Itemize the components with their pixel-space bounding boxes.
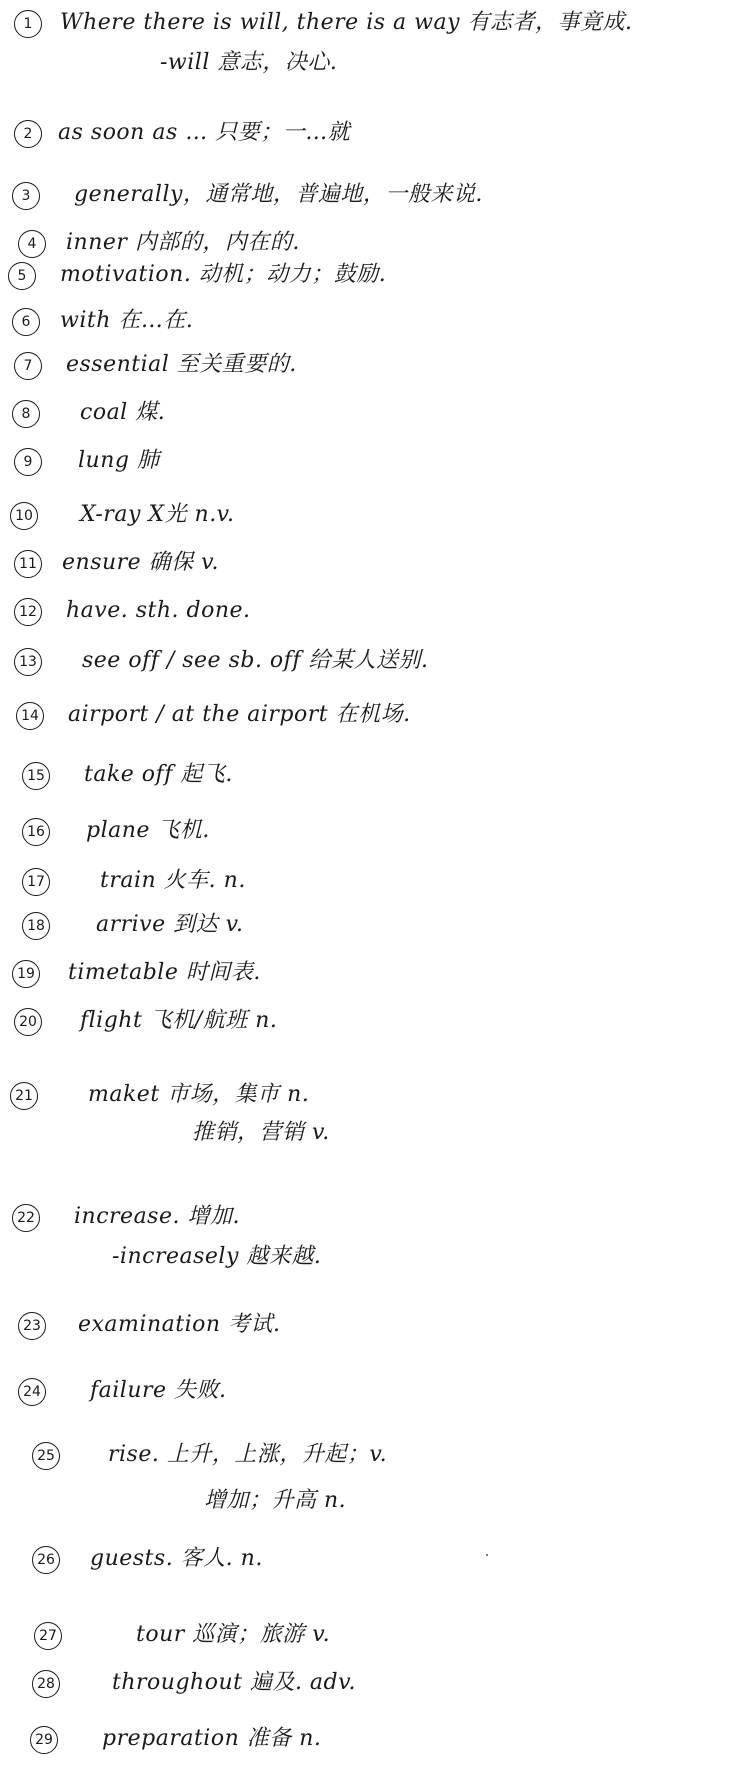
item-text: throughout 遍及. adv. xyxy=(112,1670,356,1695)
item-text: preparation 准备 n. xyxy=(102,1726,322,1751)
item-text: take off 起飞. xyxy=(84,762,233,787)
item-text: maket 市场，集市 n. xyxy=(88,1082,310,1107)
item-number: 21 xyxy=(10,1082,38,1110)
item-text: plane 飞机. xyxy=(86,818,210,843)
item-number: 26 xyxy=(32,1546,60,1574)
item-text: X-ray X光 n.v. xyxy=(80,502,235,527)
item-text: generally，通常地，普遍地，一般来说. xyxy=(74,182,483,207)
list-item xyxy=(0,1544,741,1584)
item-number: 4 xyxy=(18,230,46,258)
list-item xyxy=(0,1006,741,1046)
item-text: lung 肺 xyxy=(78,448,160,473)
list-item xyxy=(0,446,741,486)
item-text: tour 巡演；旅游 v. xyxy=(136,1622,331,1647)
item-text: motivation. 动机；动力；鼓励. xyxy=(60,262,387,287)
item-number: 13 xyxy=(14,648,42,676)
item-text: increase. 增加. xyxy=(74,1204,240,1229)
list-item xyxy=(0,1620,741,1660)
list-item xyxy=(0,910,741,950)
item-number: 28 xyxy=(32,1670,60,1698)
list-item xyxy=(0,118,741,158)
list-item xyxy=(0,548,741,588)
list-item xyxy=(0,1668,741,1708)
item-number: 11 xyxy=(14,550,42,578)
item-text: as soon as … 只要；一…就 xyxy=(58,120,351,145)
list-item xyxy=(0,1310,741,1350)
item-number: 20 xyxy=(14,1008,42,1036)
item-number: 7 xyxy=(14,352,42,380)
item-number: 17 xyxy=(22,868,50,896)
item-number: 23 xyxy=(18,1312,46,1340)
item-text: essential 至关重要的. xyxy=(66,352,297,377)
item-number: 8 xyxy=(12,400,40,428)
item-number: 3 xyxy=(12,182,40,210)
item-text: coal 煤. xyxy=(80,400,166,425)
item-text: see off / see sb. off 给某人送别. xyxy=(82,648,429,673)
list-item xyxy=(0,958,741,998)
item-text: ensure 确保 v. xyxy=(62,550,219,575)
item-text: timetable 时间表. xyxy=(68,960,261,985)
item-number: 1 xyxy=(14,10,42,38)
list-item xyxy=(0,866,741,906)
item-number: 29 xyxy=(30,1726,58,1754)
list-item xyxy=(0,596,741,636)
item-text: examination 考试. xyxy=(78,1312,281,1337)
item-number: 25 xyxy=(32,1442,60,1470)
item-text: rise. 上升，上涨，升起；v. xyxy=(108,1442,388,1467)
item-text: arrive 到达 v. xyxy=(96,912,244,937)
item-text: have. sth. done. xyxy=(66,598,251,623)
item-number: 18 xyxy=(22,912,50,940)
list-item xyxy=(0,1376,741,1416)
item-text: airport / at the airport 在机场. xyxy=(68,702,411,727)
item-text: guests. 客人. n. xyxy=(90,1546,263,1571)
list-item xyxy=(0,8,741,75)
list-item xyxy=(0,500,741,540)
item-text: flight 飞机/航班 n. xyxy=(80,1008,278,1033)
list-item xyxy=(0,350,741,390)
list-item xyxy=(0,260,741,300)
item-number: 2 xyxy=(14,120,42,148)
list-item xyxy=(0,646,741,686)
item-number: 24 xyxy=(18,1378,46,1406)
list-item xyxy=(0,180,741,220)
item-number: 12 xyxy=(14,598,42,626)
stray-dot xyxy=(486,1554,488,1556)
list-item xyxy=(0,1202,741,1269)
list-item xyxy=(0,1440,741,1513)
item-number: 16 xyxy=(22,818,50,846)
item-text: inner 内部的，内在的. xyxy=(66,230,300,255)
item-subtext: -increasely 越来越. xyxy=(112,1244,322,1269)
item-text: train 火车. n. xyxy=(100,868,246,893)
item-subtext: 增加；升高 n. xyxy=(204,1488,347,1513)
list-item xyxy=(0,1080,741,1145)
item-subtext: 推销，营销 v. xyxy=(192,1120,330,1145)
list-item xyxy=(0,760,741,800)
item-number: 22 xyxy=(12,1204,40,1232)
item-number: 5 xyxy=(8,262,36,290)
item-number: 14 xyxy=(16,702,44,730)
item-number: 19 xyxy=(12,960,40,988)
item-text: failure 失败. xyxy=(90,1378,227,1403)
item-number: 9 xyxy=(14,448,42,476)
list-item xyxy=(0,700,741,740)
list-item xyxy=(0,398,741,438)
list-item xyxy=(0,816,741,856)
item-number: 6 xyxy=(12,308,40,336)
item-text: with 在…在. xyxy=(60,308,194,333)
item-number: 10 xyxy=(10,502,38,530)
list-item xyxy=(0,1724,741,1764)
item-number: 27 xyxy=(34,1622,62,1650)
item-text: Where there is will, there is a way 有志者，事竟成. xyxy=(60,10,633,35)
item-subtext: -will 意志，决心. xyxy=(160,50,338,75)
item-number: 15 xyxy=(22,762,50,790)
list-item xyxy=(0,306,741,346)
